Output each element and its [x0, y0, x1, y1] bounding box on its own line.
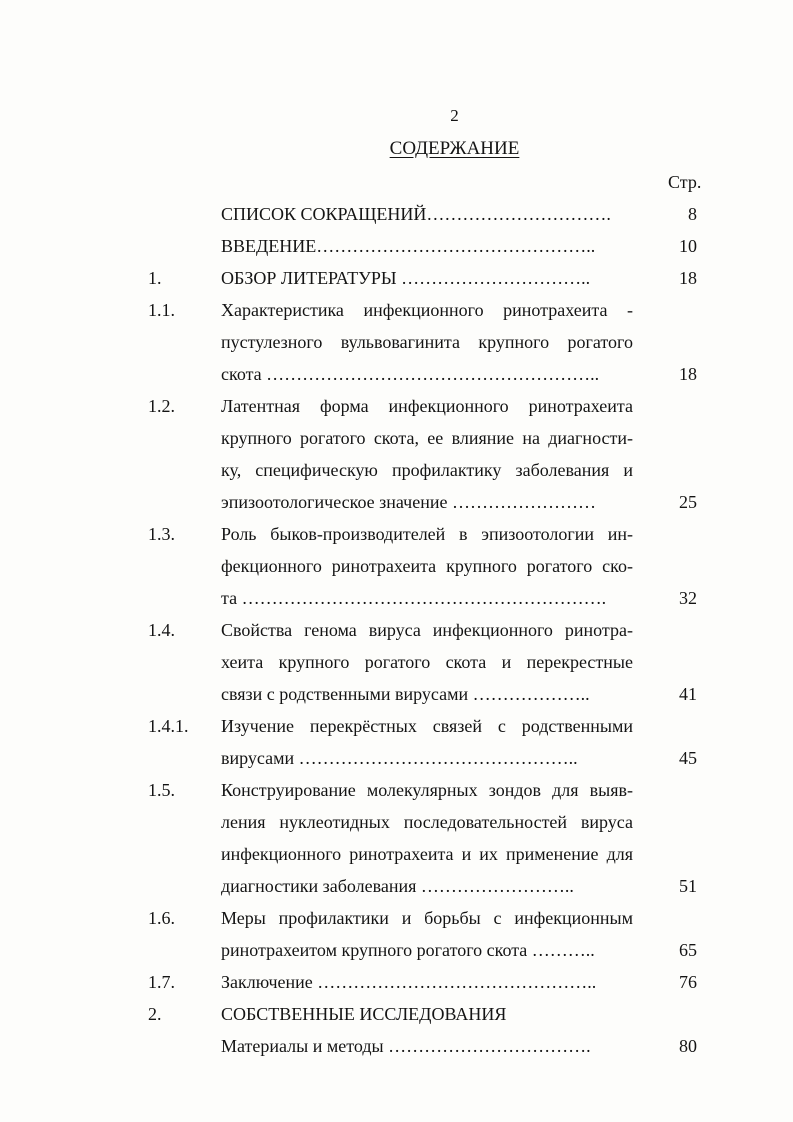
toc-entry-line: Материалы и методы …………………………….: [221, 1036, 591, 1056]
toc-entry-title: [221, 294, 633, 390]
toc-entry-line: скота ………………………………………………..: [221, 364, 600, 384]
toc-entry-line: СПИСОК СОКРАЩЕНИЙ………………………….: [221, 204, 611, 224]
toc-entry-line: Меры профилактики и борьбы с инфекционным: [221, 908, 633, 928]
toc-entry-line: Конструирование молекулярных зондов для выяв-: [221, 780, 633, 800]
toc-entry-title: [221, 902, 633, 966]
toc-entry-line: Изучение перекрёстных связей с родственными: [221, 716, 633, 736]
toc-entry-title: [221, 966, 633, 998]
toc-entry-number: 2.: [148, 1004, 162, 1024]
toc-entry-title: [221, 774, 633, 902]
toc-entry-line: Характеристика инфекционного ринотрахеита -: [221, 300, 633, 320]
page-title: [58, 138, 793, 160]
toc-entry-number: 1.5.: [148, 780, 175, 800]
toc-entry-line: Свойства генома вируса инфекционного ринотра-: [221, 620, 633, 640]
toc-entry-number: 1.6.: [148, 908, 175, 928]
toc-entry-line: ОБЗОР ЛИТЕРАТУРЫ …………………………..: [221, 268, 591, 288]
toc-entry-title: [221, 614, 633, 710]
toc-entry-title: [221, 230, 633, 262]
toc-entry-page: 80: [679, 1036, 697, 1056]
toc-entry-page: 76: [679, 972, 697, 992]
toc-entry-line: связи с родственными вирусами ………………..: [221, 684, 590, 704]
toc-entry-line: ВВЕДЕНИЕ………………………………………..: [221, 236, 596, 256]
toc-entry-page: 41: [679, 684, 697, 704]
toc-entry-line: ления нуклеотидных последовательностей вируса: [221, 812, 633, 832]
toc-entry-page: 32: [679, 588, 697, 608]
toc-entry-page: 65: [679, 940, 697, 960]
pages-column-header: Стр.: [668, 172, 702, 192]
toc-entry-title: [221, 998, 633, 1030]
toc-entry-title: [221, 390, 633, 518]
toc-entry-line: Роль быков-производителей в эпизоотологии ин-: [221, 524, 633, 544]
toc-entry-title: [221, 518, 633, 614]
toc-entry-line: ку, специфическую профилактику заболевания и: [221, 460, 633, 480]
toc-entry-number: 1.1.: [148, 300, 175, 320]
toc-entry-title: [221, 198, 633, 230]
toc-entry-number: 1.4.1.: [148, 716, 189, 736]
toc-entry-line: эпизоотологическое значение ……………………: [221, 492, 596, 512]
toc-entry-number: 1.2.: [148, 396, 175, 416]
toc-entry-number: 1.7.: [148, 972, 175, 992]
toc-entry-page: 45: [679, 748, 697, 768]
toc-entry-page: 10: [679, 236, 697, 256]
toc-entry-page: 25: [679, 492, 697, 512]
toc-entry-page: 18: [679, 268, 697, 288]
toc-entry-line: СОБСТВЕННЫЕ ИССЛЕДОВАНИЯ: [221, 1004, 507, 1024]
toc-entry-number: 1.4.: [148, 620, 175, 640]
toc-entry-title: [221, 262, 633, 294]
toc-entry-page: 51: [679, 876, 697, 896]
toc-entry-title: [221, 1030, 633, 1062]
toc-entry-line: пустулезного вульвовагинита крупного рогатого: [221, 332, 633, 352]
toc-entry-title: [221, 710, 633, 774]
toc-entry-line: фекционного ринотрахеита крупного рогатого ско-: [221, 556, 633, 576]
page-number: 2: [450, 106, 459, 125]
toc-entry-line: хеита крупного рогатого скота и перекрестные: [221, 652, 633, 672]
toc-entry-line: Заключение ………………………………………..: [221, 972, 597, 992]
toc-entry-line: та …………………………………………………….: [221, 588, 607, 608]
toc-entry-line: вирусами ………………………………………..: [221, 748, 578, 768]
title-text: СОДЕРЖАНИЕ: [389, 138, 520, 159]
toc-entry-page: 8: [688, 204, 697, 224]
toc-entry-line: диагностики заболевания ……………………..: [221, 876, 574, 896]
toc-entry-line: инфекционного ринотрахеита и их применение для: [221, 844, 633, 864]
toc-entry-line: Латентная форма инфекционного ринотрахеита: [221, 396, 633, 416]
toc-entry-line: крупного рогатого скота, ее влияние на диагности-: [221, 428, 633, 448]
toc-entry-line: ринотрахеитом крупного рогатого скота ………..: [221, 940, 595, 960]
toc-entry-number: 1.3.: [148, 524, 175, 544]
toc-entry-number: 1.: [148, 268, 162, 288]
toc-entry-page: 18: [679, 364, 697, 384]
